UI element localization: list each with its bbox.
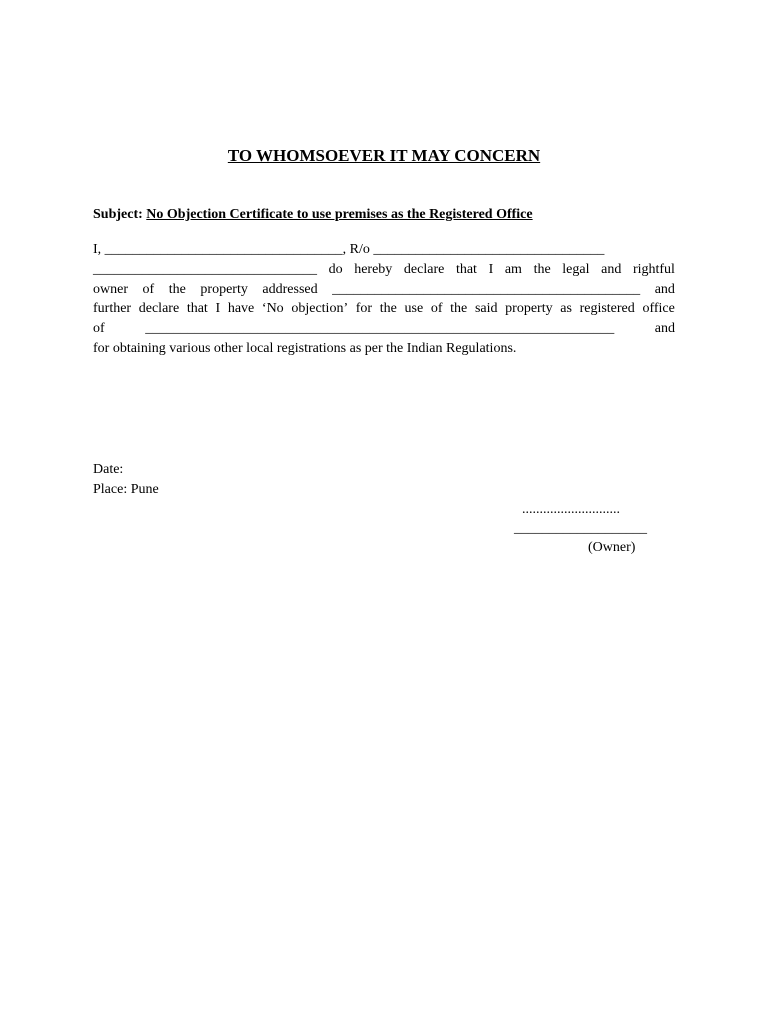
- subject-text: No Objection Certificate to use premises as the Registered Office: [146, 207, 533, 222]
- company-name-blank: ___________________________________________________________________: [145, 321, 615, 336]
- body-word: use: [404, 301, 424, 316]
- body-word: the: [533, 262, 551, 277]
- body-word: property: [505, 301, 553, 316]
- body-word: and: [654, 282, 675, 297]
- body-word: legal: [562, 262, 590, 277]
- body-word: that: [455, 262, 477, 277]
- body-word: declare: [138, 301, 180, 316]
- date-label: Date:: [93, 462, 124, 477]
- body-word: am: [504, 262, 522, 277]
- body-line-5: [93, 319, 675, 339]
- document-title: TO WHOMSOEVER IT MAY CONCERN: [227, 146, 541, 165]
- body-word: I: [215, 301, 221, 316]
- body-word: objection’: [291, 301, 349, 316]
- signature-line: ___________________: [514, 521, 647, 536]
- body-word: for: [355, 301, 373, 316]
- body-word: declare: [403, 262, 445, 277]
- body-word: and: [654, 321, 675, 336]
- subject-label: Subject:: [93, 207, 143, 222]
- body-word: of: [430, 301, 443, 316]
- body-line-6: for obtaining various other local registrations as per the Indian Regulations.: [93, 341, 517, 356]
- body-word: the: [379, 301, 397, 316]
- body-word: property: [200, 282, 248, 297]
- body-word: said: [474, 301, 498, 316]
- residence-blank: _________________________________: [373, 242, 605, 257]
- body-word: as: [560, 301, 572, 316]
- body-word: office: [642, 301, 675, 316]
- signature-dots: ............................: [522, 502, 620, 517]
- body-word: owner: [93, 282, 128, 297]
- body-word: of: [142, 282, 155, 297]
- owner-label: (Owner): [588, 540, 636, 555]
- body-line-1: [93, 240, 675, 260]
- body-word: I,: [93, 242, 102, 257]
- body-word: that: [186, 301, 208, 316]
- body-word: the: [450, 301, 468, 316]
- body-word: and: [601, 262, 622, 277]
- body-word: addressed: [262, 282, 318, 297]
- body-word: ‘No: [261, 301, 284, 316]
- name-blank: __________________________________,: [104, 242, 347, 257]
- place-label: Place: Pune: [93, 482, 159, 497]
- body-word: rightful: [632, 262, 675, 277]
- body-line-3: [93, 280, 675, 300]
- body-word: do: [328, 262, 343, 277]
- body-word: the: [168, 282, 186, 297]
- body-word: registered: [579, 301, 635, 316]
- body-word: further: [93, 301, 132, 316]
- body-word: R/o: [349, 242, 370, 257]
- body-word: I: [488, 262, 494, 277]
- property-address-blank: ____________________________________________: [332, 282, 641, 297]
- address-blank: ________________________________: [93, 262, 317, 277]
- body-line-2: [93, 260, 675, 280]
- body-line-4: [93, 299, 675, 319]
- subject-line: [93, 205, 533, 225]
- body-word: of: [93, 321, 105, 336]
- body-word: hereby: [354, 262, 393, 277]
- body-word: have: [227, 301, 255, 316]
